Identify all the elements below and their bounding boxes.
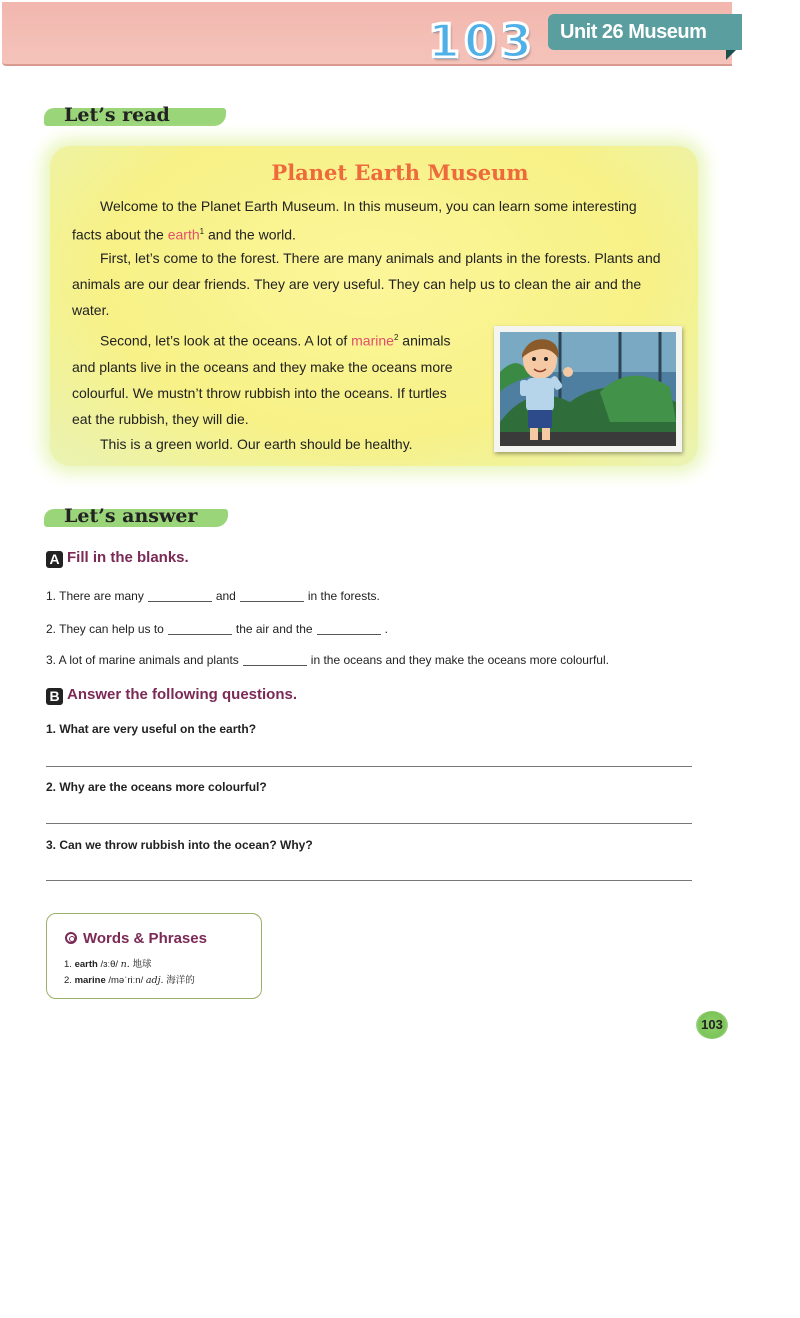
paragraph-1	[72, 193, 637, 248]
footnote-2: 2	[393, 333, 399, 342]
p3-line2: and plants live in the oceans and they make the oceans more	[72, 358, 453, 375]
lets-read-banner	[44, 106, 226, 128]
word-row-1	[64, 956, 151, 970]
p2-line3: water.	[72, 302, 110, 318]
boy-illustration-art	[500, 332, 676, 446]
q1-blank-1[interactable]	[148, 601, 212, 602]
p3-line4: eat the rubbish, they will die.	[72, 410, 249, 427]
banner-label: Let’s read	[64, 104, 170, 126]
q2-blank-1[interactable]	[168, 634, 232, 635]
q1-text: in the forests.	[307, 589, 380, 603]
part-a-heading	[46, 549, 189, 568]
reading-title: Planet Earth Museum	[271, 160, 529, 185]
words-title	[65, 930, 207, 947]
q1-text: 1. There are many	[46, 589, 144, 603]
footnote-1: 1	[199, 227, 205, 236]
part-b-title: Answer the following questions.	[67, 686, 298, 703]
vocab-earth: earth	[167, 226, 200, 243]
words-phrases-box	[46, 913, 262, 999]
p1-line2	[72, 219, 637, 248]
q1-text: and	[215, 589, 236, 603]
word-row-2	[64, 972, 195, 986]
word-num: 1.	[64, 959, 72, 970]
word: earth	[74, 959, 98, 970]
p2-line2: animals are our dear friends. They are very useful. They can help us to clean the air and the	[72, 276, 642, 292]
fill-question-1	[46, 589, 380, 603]
question-b2: 2. Why are the oceans more colourful?	[46, 780, 267, 794]
page-number: 103	[696, 1011, 728, 1039]
meaning: 地球	[132, 959, 152, 970]
part-a-title: Fill in the blanks.	[67, 549, 189, 566]
target-icon	[65, 932, 77, 944]
word: marine	[74, 975, 106, 986]
words-title-text: Words & Phrases	[83, 930, 207, 947]
part-b-letter: B	[46, 688, 63, 705]
p3-text: Second, let’s look at the oceans. A lot of	[100, 332, 352, 349]
answer-line-3[interactable]	[46, 880, 692, 881]
q2-text: 2. They can help us to	[46, 622, 164, 636]
p1-text-end: and the world.	[204, 226, 296, 243]
q2-text: the air and the	[235, 622, 313, 636]
unit-title: Unit 26 Museum	[548, 14, 742, 50]
pronunciation: /ɜːθ/	[100, 959, 119, 970]
p2-line1: First, let’s come to the forest. There are many animals and plants in the forests. Plants and	[100, 250, 661, 266]
q2-text: .	[384, 622, 388, 636]
q2-blank-2[interactable]	[317, 634, 381, 635]
q3-blank-1[interactable]	[243, 665, 307, 666]
part-b-heading	[46, 686, 297, 705]
p4-line1: This is a green world. Our earth should be healthy.	[100, 436, 413, 452]
q3-text: in the oceans and they make the oceans more colourful.	[310, 653, 609, 667]
q3-text: 3. A lot of marine animals and plants	[46, 653, 239, 667]
q1-blank-2[interactable]	[240, 601, 304, 602]
lets-answer-banner	[44, 507, 228, 529]
word-num: 2.	[64, 975, 72, 986]
p3-text-end: animals	[398, 332, 451, 349]
part-a-letter: A	[46, 551, 63, 568]
question-b1: 1. What are very useful on the earth?	[46, 722, 257, 736]
p1-line1: Welcome to the Planet Earth Museum. In this museum, you can learn some interesting	[100, 198, 637, 214]
pronunciation: /məˈriːn/	[108, 975, 144, 986]
paragraph-3	[72, 325, 453, 432]
paragraph-4	[72, 431, 413, 457]
meaning: 海洋的	[166, 975, 195, 986]
vocab-marine: marine	[351, 332, 394, 349]
banner-label: Let’s answer	[64, 505, 198, 527]
p1-text: facts about the	[72, 226, 168, 243]
fill-question-3	[46, 653, 609, 667]
answer-line-1[interactable]	[46, 766, 692, 767]
p3-line3: colourful. We mustn’t throw rubbish into the oceans. If turtles	[72, 384, 447, 401]
p3-line1	[72, 325, 453, 354]
part-of-speech: adj.	[145, 975, 164, 986]
part-of-speech: n.	[120, 959, 130, 970]
fill-question-2	[46, 622, 388, 636]
paragraph-2	[72, 245, 661, 323]
answer-line-2[interactable]	[46, 823, 692, 824]
lesson-number: 103	[428, 14, 537, 68]
boy-illustration	[494, 326, 682, 452]
question-b3: 3. Can we throw rubbish into the ocean? Why?	[46, 838, 313, 852]
